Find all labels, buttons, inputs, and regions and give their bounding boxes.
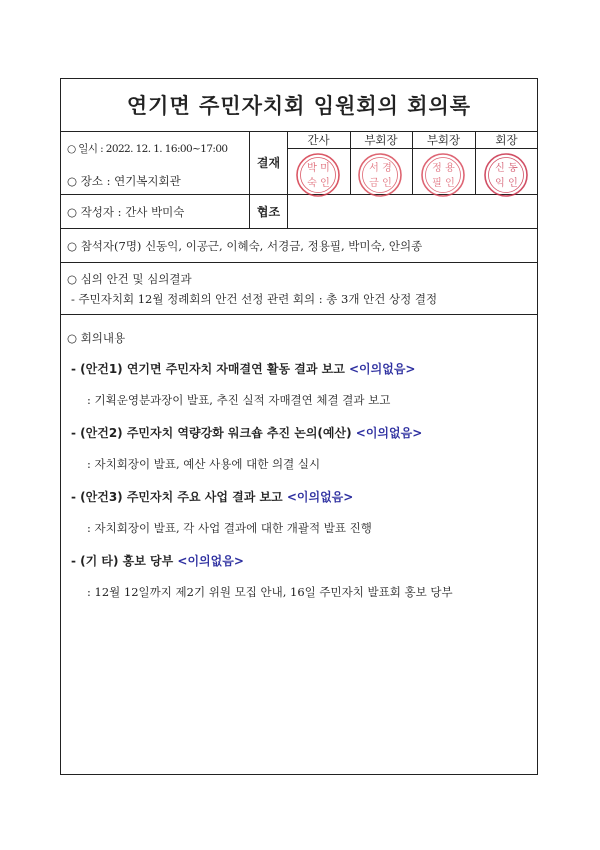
no-objection-tag: <이의없음> (286, 490, 354, 504)
seal-stamp-icon (292, 151, 344, 199)
seal-character: 금 (369, 178, 379, 189)
agenda-item-detail: : 자치회장이 발표, 각 사업 결과에 대한 개괄적 발표 진행 (87, 521, 372, 535)
meeting-place: ○ 장소 : 연기복지회관 (67, 174, 181, 188)
meeting-info (61, 131, 249, 228)
seal-character: 인 (320, 178, 330, 189)
approver-role: 회장 (495, 132, 518, 147)
agenda-item-title: - (안건2) 주민자치 역량강화 워크숍 추진 논의(예산) <이의없음> (71, 426, 423, 440)
seal-character: 서 (369, 163, 379, 174)
seal-stamp-icon (354, 151, 406, 199)
seal-character: 필 (432, 178, 442, 189)
review-detail: - 주민자치회 12월 정례회의 안건 선정 관련 회의 : 총 3개 안건 상정 결정 (71, 292, 438, 306)
approver-role: 부회장 (426, 132, 461, 147)
seal-character: 숙 (307, 178, 317, 189)
meeting-writer: ○ 작성자 : 간사 박미숙 (67, 205, 185, 219)
seal-character: 인 (445, 178, 455, 189)
approver-role: 간사 (307, 132, 330, 147)
meeting-date: ○ 일시 : 2022. 12. 1. 16:00~17:00 (67, 143, 228, 155)
seal-character: 미 (320, 163, 330, 174)
no-objection-tag: <이의없음> (355, 426, 423, 440)
approval-label: 결재 (250, 131, 288, 194)
seal-stamp-icon (480, 151, 532, 199)
seal-character: 경 (382, 163, 392, 174)
seal-character: 용 (445, 163, 455, 174)
seal-character: 익 (495, 178, 505, 189)
minutes-section (61, 314, 537, 776)
no-objection-tag: <이의없음> (177, 554, 244, 568)
agenda-item-title: - (안건3) 주민자치 주요 사업 결과 보고 <이의없음> (71, 490, 354, 504)
agenda-item-detail: : 자치회장이 발표, 예산 사용에 대한 의결 실시 (87, 457, 321, 471)
seal-character: 박 (307, 163, 317, 174)
approval-block (249, 131, 538, 228)
attendees-text: ○ 참석자(7명) 신동익, 이공근, 이혜숙, 서경금, 정용필, 박미숙, 안의종 (67, 239, 423, 253)
seal-character: 인 (508, 178, 518, 189)
no-objection-tag: <이의없음> (348, 362, 416, 376)
seal-character: 신 (495, 163, 505, 174)
seal-character: 동 (508, 163, 518, 174)
divider (61, 194, 249, 195)
review-row (61, 262, 537, 314)
agenda-item-detail: : 기획운영분과장이 발표, 추진 실적 자매결연 체결 결과 보고 (87, 393, 391, 407)
review-heading: ○ 심의 안건 및 심의결과 (67, 272, 192, 286)
seal-character: 인 (382, 178, 392, 189)
attendees-row (61, 228, 537, 262)
agenda-item-title: - (기 타) 홍보 당부 <이의없음> (71, 554, 244, 568)
seal-stamp-icon (417, 151, 469, 199)
approver-role: 부회장 (364, 132, 398, 147)
seal-character: 정 (432, 163, 442, 174)
document-title: 연기면 주민자치회 임원회의 회의록 (61, 79, 537, 132)
minutes-document (60, 78, 538, 775)
minutes-heading: ○ 회의내용 (67, 331, 126, 345)
agenda-item-detail: : 12월 12일까지 제2기 위원 모집 안내, 16일 주민자치 발표회 홍보 당부 (87, 585, 453, 599)
cooperation-label: 협조 (250, 194, 288, 228)
agenda-item-title: - (안건1) 연기면 주민자치 자매결연 활동 결과 보고 <이의없음> (71, 362, 416, 376)
